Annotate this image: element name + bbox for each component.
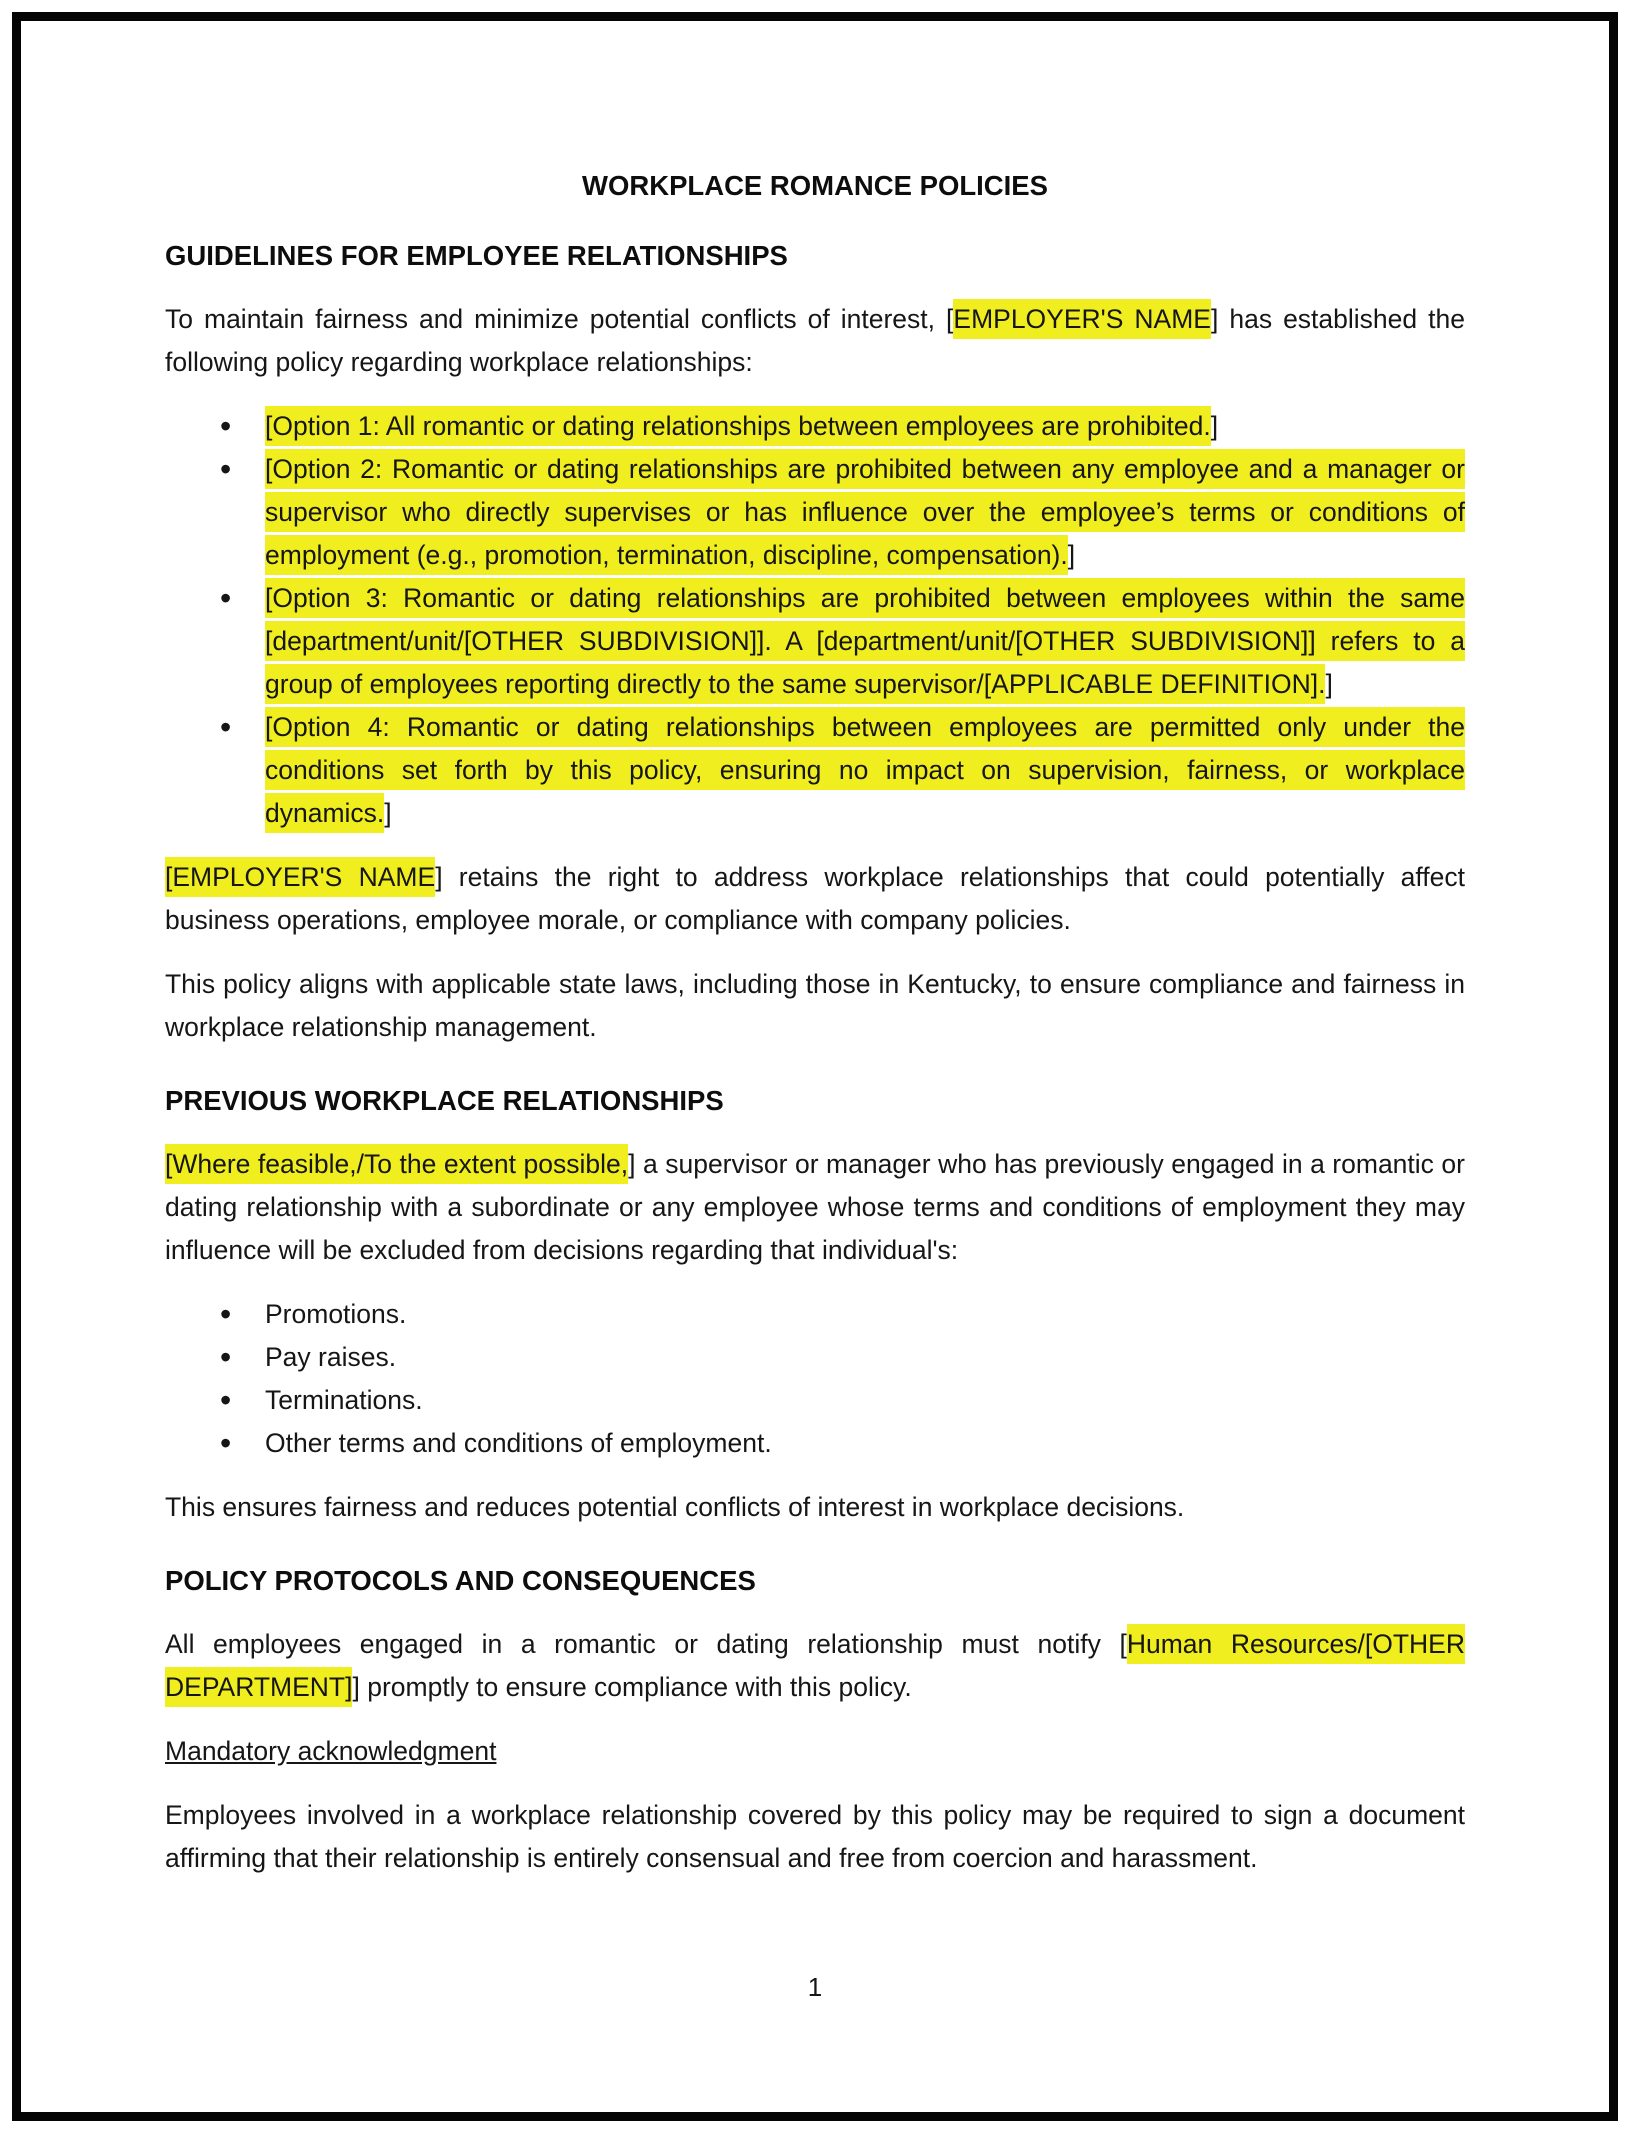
paragraph-state-law-compliance: This policy aligns with applicable state laws, including those in Kentucky, to ensure compliance and fairness in workplace relationship management. <box>165 969 1465 1042</box>
list-item-option-3 <box>165 577 1465 706</box>
excluded-decision-text: Pay raises. <box>265 1342 397 1372</box>
document-title: WORKPLACE ROMANCE POLICIES <box>582 170 1048 201</box>
highlighted-text: EMPLOYER'S NAME <box>953 299 1211 339</box>
bullet-icon <box>220 1336 231 1381</box>
paragraph-employer-rights <box>165 856 1465 942</box>
paragraph-policy-intro <box>165 298 1465 384</box>
text-run: All employees engaged in a romantic or dating relationship must notify [ <box>165 1629 1127 1659</box>
excluded-decision-text: Terminations. <box>265 1385 423 1415</box>
paragraph-previous-relationships <box>165 1143 1465 1272</box>
highlighted-text: [Option 1: All romantic or dating relationships between employees are prohibited. <box>265 406 1211 446</box>
text-run: ] <box>1067 540 1076 570</box>
list-item-other-terms <box>165 1422 1465 1465</box>
highlighted-text: [Option 3: Romantic or dating relationships are prohibited between employees within the same [department/unit/[OTHER SUBDIVISION]]. A [department/unit/[OTHER SUBDIVISION]] refers to a group of employees reporting directly to the same supervisor/[APPLICABLE DEFINITION]. <box>265 578 1465 704</box>
list-item-option-4 <box>165 706 1465 835</box>
highlighted-text: Human Resources/[OTHER DEPARTMENT] <box>165 1624 1465 1707</box>
list-item-promotions <box>165 1293 1465 1336</box>
list-item-option-2 <box>165 448 1465 577</box>
page-number: 1 <box>807 1972 823 2002</box>
paragraph-acknowledgment-details: Employees involved in a workplace relationship covered by this policy may be required to sign a document affirming that their relationship is entirely consensual and free from coercion and harassment. <box>165 1800 1465 1873</box>
text-run: ] <box>384 798 392 828</box>
bullet-icon <box>220 577 231 622</box>
option-1-text <box>265 406 1218 446</box>
subheading-mandatory-acknowledgment: Mandatory acknowledgment <box>165 1736 497 1766</box>
paragraph-notification-requirement <box>165 1623 1465 1709</box>
bullet-icon <box>220 706 231 751</box>
text-run: ] has established the following policy regarding workplace relationships: <box>165 304 1465 377</box>
text-run: ] a supervisor or manager who has previously engaged in a romantic or dating relationship with a subordinate or any employee whose terms and conditions of employment they may influence will be excluded from decisions regarding that individual's: <box>165 1149 1465 1265</box>
text-run: ] promptly to ensure compliance with this policy. <box>352 1672 912 1702</box>
list-item-terminations <box>165 1379 1465 1422</box>
document-page <box>165 0 1465 2002</box>
section-heading-previous-relationships: PREVIOUS WORKPLACE RELATIONSHIPS <box>165 1085 724 1116</box>
bullet-icon <box>220 448 231 493</box>
excluded-decision-text: Other terms and conditions of employment. <box>265 1428 772 1458</box>
bullet-icon <box>220 405 231 450</box>
highlighted-text: [EMPLOYER'S NAME <box>165 857 435 897</box>
excluded-decisions-list <box>165 1293 1465 1465</box>
highlighted-text: [Where feasible,/To the extent possible, <box>165 1144 628 1184</box>
bullet-icon <box>220 1379 231 1424</box>
section-heading-policy-protocols: POLICY PROTOCOLS AND CONSEQUENCES <box>165 1565 756 1596</box>
bullet-icon <box>220 1293 231 1338</box>
highlighted-text: [Option 2: Romantic or dating relationships are prohibited between any employee and a manager or supervisor who directly supervises or has influence over the employee’s terms or conditions of employment (e.g., promotion, termination, discipline, compensation). <box>265 449 1465 575</box>
section-heading-guidelines: GUIDELINES FOR EMPLOYEE RELATIONSHIPS <box>165 240 788 271</box>
list-item-option-1 <box>165 405 1465 448</box>
highlighted-text: [Option 4: Romantic or dating relationships between employees are permitted only under the conditions set forth by this policy, ensuring no impact on supervision, fairness, or workplace dynamics. <box>265 707 1465 833</box>
text-run: ] <box>1210 411 1219 441</box>
bullet-icon <box>220 1422 231 1467</box>
paragraph-fairness-note: This ensures fairness and reduces potential conflicts of interest in workplace decisions. <box>165 1492 1185 1522</box>
list-item-pay-raises <box>165 1336 1465 1379</box>
excluded-decision-text: Promotions. <box>265 1299 407 1329</box>
text-run: ] <box>1325 669 1333 699</box>
option-2-text <box>265 449 1465 575</box>
option-3-text <box>265 578 1465 704</box>
text-run: To maintain fairness and minimize potential conflicts of interest, [ <box>165 304 954 334</box>
relationship-options-list <box>165 405 1465 835</box>
text-run: ] retains the right to address workplace relationships that could potentially affect business operations, employee morale, or compliance with company policies. <box>165 862 1465 935</box>
option-4-text <box>265 707 1465 833</box>
